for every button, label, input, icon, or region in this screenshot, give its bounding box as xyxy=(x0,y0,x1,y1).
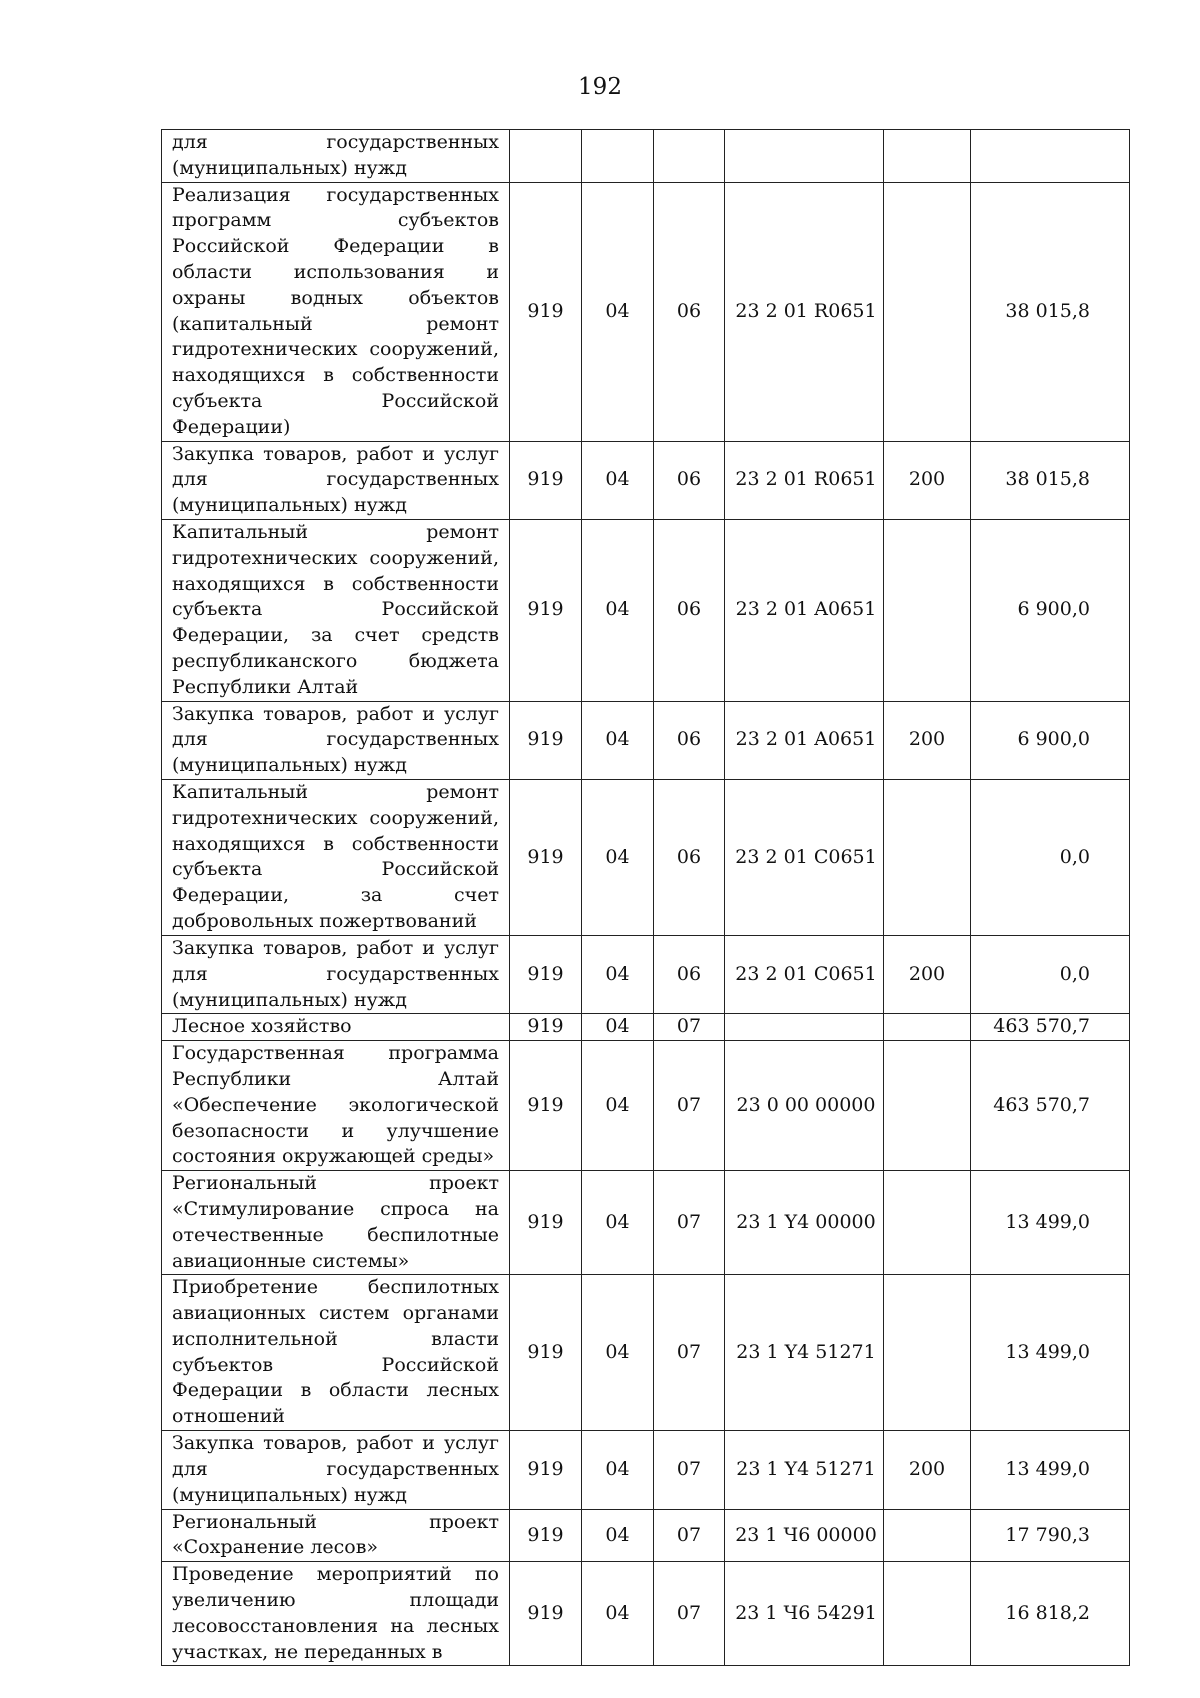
target-article-cell xyxy=(725,1014,884,1041)
description-cell: для государственных (муниципальных) нужд xyxy=(162,130,510,183)
subsection-code-cell xyxy=(654,130,725,183)
section-code-cell: 04 xyxy=(582,1431,654,1509)
description-cell: Приобретение беспилотных авиационных систем органами исполнительной власти субъектов Российской Федерации в области лесных отношений xyxy=(162,1275,510,1431)
ministry-code-cell: 919 xyxy=(510,182,582,441)
table-row xyxy=(162,1431,1130,1509)
amount-cell: 6 900,0 xyxy=(971,519,1130,701)
amount-cell: 463 570,7 xyxy=(971,1041,1130,1171)
description-cell: Капитальный ремонт гидротехнических сооружений, находящихся в собственности субъекта Российской Федерации, за счет добровольных пожертвований xyxy=(162,779,510,935)
table-row xyxy=(162,1171,1130,1275)
table-row xyxy=(162,1509,1130,1562)
subsection-code-cell: 07 xyxy=(654,1562,725,1666)
amount-cell: 13 499,0 xyxy=(971,1431,1130,1509)
target-article-cell: 23 2 01 R0651 xyxy=(725,182,884,441)
table-row xyxy=(162,519,1130,701)
table-row xyxy=(162,779,1130,935)
expense-type-cell xyxy=(884,1562,971,1666)
expense-type-cell: 200 xyxy=(884,1431,971,1509)
subsection-code-cell: 07 xyxy=(654,1014,725,1041)
target-article-cell xyxy=(725,130,884,183)
subsection-code-cell: 06 xyxy=(654,779,725,935)
amount-cell: 17 790,3 xyxy=(971,1509,1130,1562)
amount-cell xyxy=(971,130,1130,183)
table-row xyxy=(162,182,1130,441)
section-code-cell: 04 xyxy=(582,1041,654,1171)
expense-type-cell xyxy=(884,1014,971,1041)
target-article-cell: 23 1 Ч6 54291 xyxy=(725,1562,884,1666)
target-article-cell: 23 1 Y4 51271 xyxy=(725,1431,884,1509)
table-row xyxy=(162,1014,1130,1041)
target-article-cell: 23 2 01 C0651 xyxy=(725,935,884,1013)
expense-type-cell xyxy=(884,779,971,935)
ministry-code-cell: 919 xyxy=(510,1014,582,1041)
description-cell: Региональный проект «Сохранение лесов» xyxy=(162,1509,510,1562)
section-code-cell: 04 xyxy=(582,779,654,935)
description-cell: Лесное хозяйство xyxy=(162,1014,510,1041)
section-code-cell: 04 xyxy=(582,182,654,441)
ministry-code-cell: 919 xyxy=(510,1171,582,1275)
target-article-cell: 23 1 Y4 00000 xyxy=(725,1171,884,1275)
description-cell: Реализация государственных программ субъектов Российской Федерации в области использования и охраны водных объектов (капитальный ремонт гидротехнических сооружений, находящихся в собственности субъекта Российской Федерации) xyxy=(162,182,510,441)
description-cell: Государственная программа Республики Алтай «Обеспечение экологической безопасности и улучшение состояния окружающей среды» xyxy=(162,1041,510,1171)
description-cell: Закупка товаров, работ и услуг для государственных (муниципальных) нужд xyxy=(162,701,510,779)
expense-type-cell: 200 xyxy=(884,441,971,519)
subsection-code-cell: 06 xyxy=(654,519,725,701)
ministry-code-cell: 919 xyxy=(510,441,582,519)
section-code-cell: 04 xyxy=(582,441,654,519)
target-article-cell: 23 2 01 R0651 xyxy=(725,441,884,519)
section-code-cell: 04 xyxy=(582,701,654,779)
ministry-code-cell: 919 xyxy=(510,1562,582,1666)
ministry-code-cell: 919 xyxy=(510,519,582,701)
expense-type-cell: 200 xyxy=(884,935,971,1013)
subsection-code-cell: 07 xyxy=(654,1275,725,1431)
table-row xyxy=(162,701,1130,779)
table-row xyxy=(162,441,1130,519)
description-cell: Закупка товаров, работ и услуг для государственных (муниципальных) нужд xyxy=(162,441,510,519)
target-article-cell: 23 2 01 C0651 xyxy=(725,779,884,935)
description-cell: Региональный проект «Стимулирование спроса на отечественные беспилотные авиационные системы» xyxy=(162,1171,510,1275)
amount-cell: 16 818,2 xyxy=(971,1562,1130,1666)
target-article-cell: 23 2 01 A0651 xyxy=(725,519,884,701)
section-code-cell: 04 xyxy=(582,1562,654,1666)
target-article-cell: 23 2 01 A0651 xyxy=(725,701,884,779)
ministry-code-cell: 919 xyxy=(510,701,582,779)
budget-table xyxy=(161,129,1130,1666)
section-code-cell: 04 xyxy=(582,1014,654,1041)
subsection-code-cell: 07 xyxy=(654,1171,725,1275)
target-article-cell: 23 0 00 00000 xyxy=(725,1041,884,1171)
subsection-code-cell: 06 xyxy=(654,441,725,519)
subsection-code-cell: 07 xyxy=(654,1041,725,1171)
ministry-code-cell: 919 xyxy=(510,779,582,935)
section-code-cell: 04 xyxy=(582,1171,654,1275)
target-article-cell: 23 1 Y4 51271 xyxy=(725,1275,884,1431)
expense-type-cell xyxy=(884,519,971,701)
expense-type-cell xyxy=(884,130,971,183)
table-body xyxy=(162,130,1130,1666)
table-row xyxy=(162,935,1130,1013)
amount-cell: 0,0 xyxy=(971,779,1130,935)
subsection-code-cell: 07 xyxy=(654,1509,725,1562)
description-cell: Закупка товаров, работ и услуг для государственных (муниципальных) нужд xyxy=(162,935,510,1013)
ministry-code-cell: 919 xyxy=(510,1041,582,1171)
table-row xyxy=(162,130,1130,183)
description-cell: Капитальный ремонт гидротехнических сооружений, находящихся в собственности субъекта Российской Федерации, за счет средств республиканского бюджета Республики Алтай xyxy=(162,519,510,701)
amount-cell: 38 015,8 xyxy=(971,182,1130,441)
section-code-cell: 04 xyxy=(582,1275,654,1431)
ministry-code-cell: 919 xyxy=(510,935,582,1013)
table-row xyxy=(162,1562,1130,1666)
section-code-cell: 04 xyxy=(582,519,654,701)
ministry-code-cell: 919 xyxy=(510,1431,582,1509)
ministry-code-cell: 919 xyxy=(510,1509,582,1562)
section-code-cell xyxy=(582,130,654,183)
description-cell: Проведение мероприятий по увеличению площади лесовосстановления на лесных участках, не переданных в xyxy=(162,1562,510,1666)
target-article-cell: 23 1 Ч6 00000 xyxy=(725,1509,884,1562)
page-number: 192 xyxy=(578,74,622,100)
ministry-code-cell xyxy=(510,130,582,183)
expense-type-cell xyxy=(884,182,971,441)
expense-type-cell xyxy=(884,1509,971,1562)
subsection-code-cell: 07 xyxy=(654,1431,725,1509)
amount-cell: 0,0 xyxy=(971,935,1130,1013)
subsection-code-cell: 06 xyxy=(654,935,725,1013)
expense-type-cell xyxy=(884,1275,971,1431)
subsection-code-cell: 06 xyxy=(654,701,725,779)
section-code-cell: 04 xyxy=(582,935,654,1013)
table-row xyxy=(162,1275,1130,1431)
section-code-cell: 04 xyxy=(582,1509,654,1562)
amount-cell: 13 499,0 xyxy=(971,1171,1130,1275)
amount-cell: 13 499,0 xyxy=(971,1275,1130,1431)
amount-cell: 38 015,8 xyxy=(971,441,1130,519)
amount-cell: 463 570,7 xyxy=(971,1014,1130,1041)
subsection-code-cell: 06 xyxy=(654,182,725,441)
description-cell: Закупка товаров, работ и услуг для государственных (муниципальных) нужд xyxy=(162,1431,510,1509)
expense-type-cell xyxy=(884,1041,971,1171)
table-row xyxy=(162,1041,1130,1171)
ministry-code-cell: 919 xyxy=(510,1275,582,1431)
expense-type-cell: 200 xyxy=(884,701,971,779)
amount-cell: 6 900,0 xyxy=(971,701,1130,779)
expense-type-cell xyxy=(884,1171,971,1275)
